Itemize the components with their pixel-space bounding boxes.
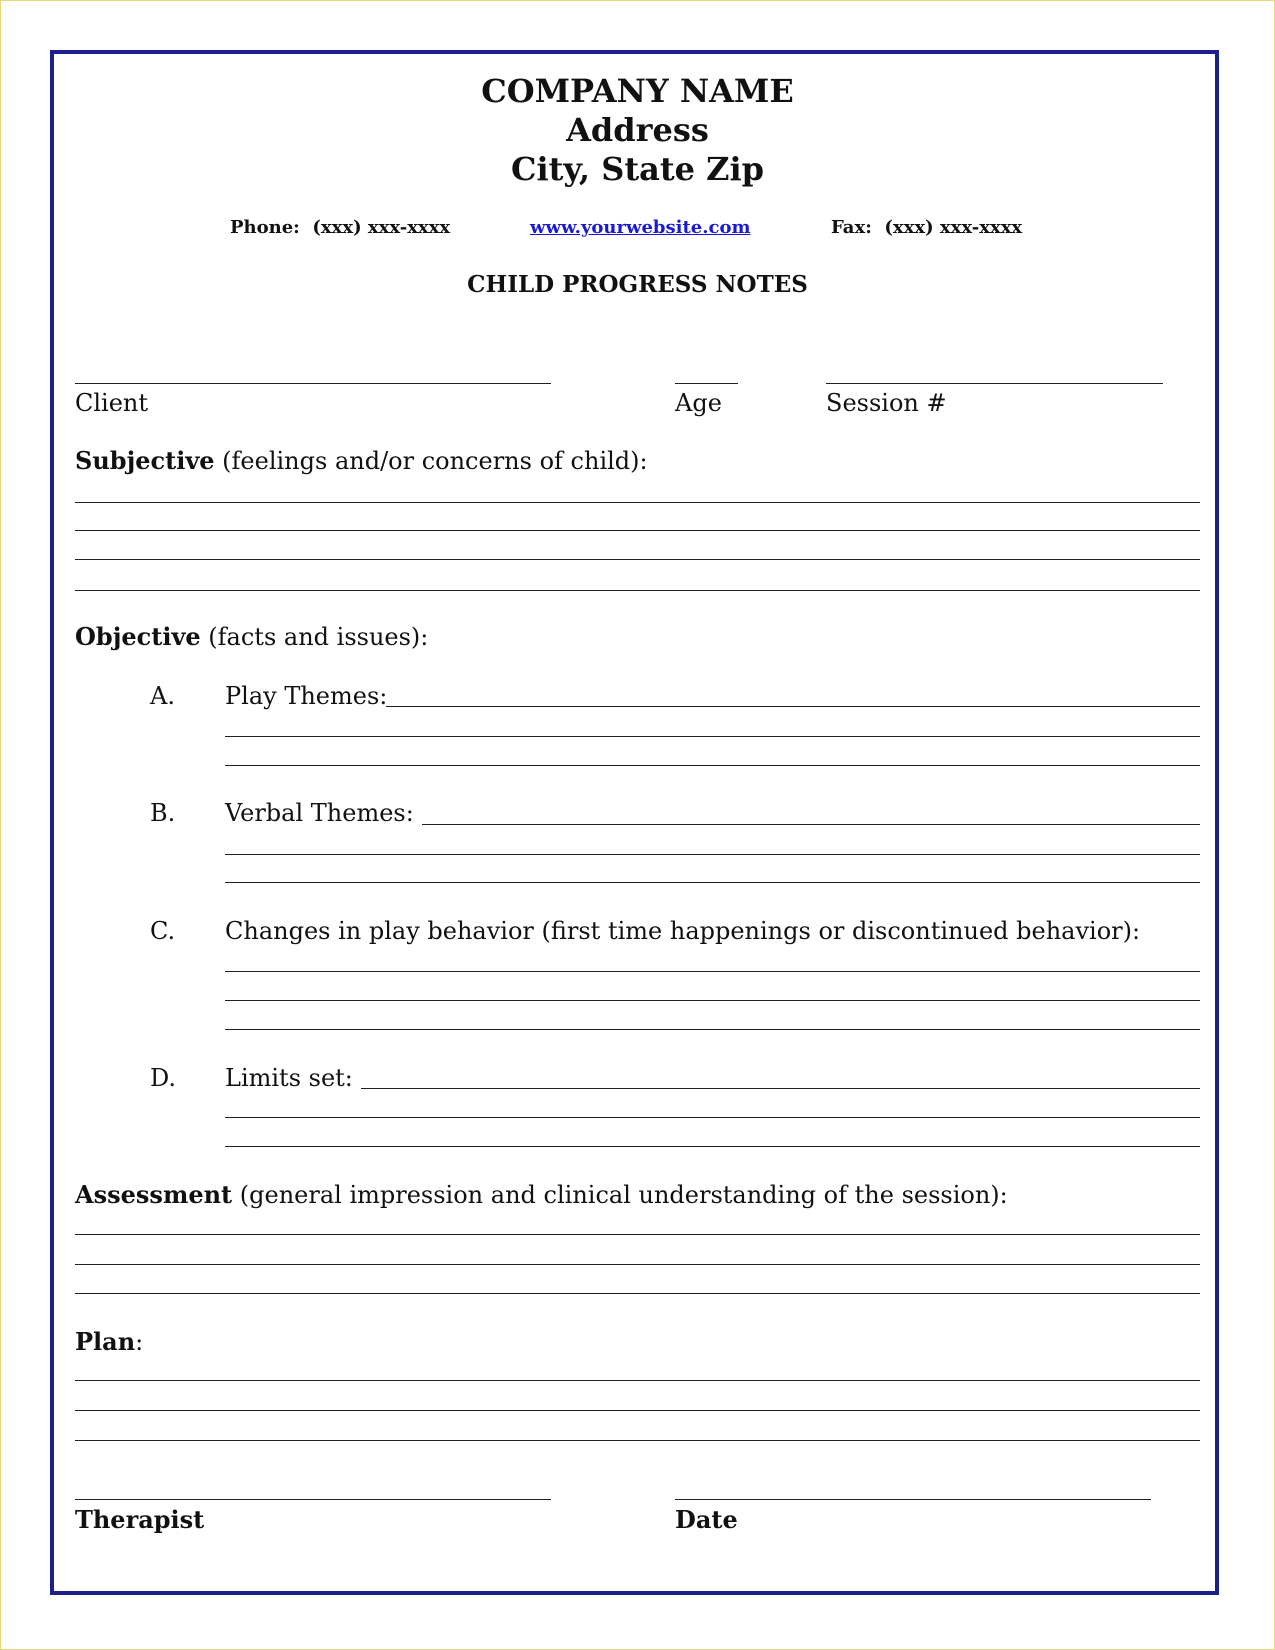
fax	[831, 217, 1022, 238]
limits-line-3[interactable]	[225, 1146, 1200, 1147]
plan-heading	[75, 1327, 143, 1356]
fax-label: Fax:	[831, 217, 872, 238]
changes-label: Changes in play behavior (first time happenings or discontinued behavior):	[225, 917, 1141, 945]
date-line[interactable]	[675, 1499, 1151, 1500]
limits-line-1[interactable]	[361, 1088, 1200, 1089]
plan-desc: :	[135, 1328, 144, 1356]
play-themes-line-1[interactable]	[386, 706, 1200, 707]
item-a-letter: A.	[150, 682, 175, 710]
changes-line-3[interactable]	[225, 1029, 1200, 1030]
plan-line-2[interactable]	[75, 1410, 1200, 1411]
plan-line-3[interactable]	[75, 1440, 1200, 1441]
age-line[interactable]	[675, 383, 738, 384]
changes-line-1[interactable]	[225, 971, 1200, 972]
item-d-letter: D.	[150, 1064, 177, 1092]
objective-heading	[75, 622, 428, 651]
client-line[interactable]	[75, 383, 551, 384]
fax-value: (xxx) xxx-xxxx	[884, 217, 1023, 238]
company-city-state-zip: City, State Zip	[510, 150, 764, 188]
phone-label: Phone:	[230, 217, 300, 238]
limits-label: Limits set:	[225, 1064, 353, 1092]
plan-label: Plan	[75, 1327, 136, 1356]
assessment-line-2[interactable]	[75, 1264, 1200, 1265]
play-themes-line-2[interactable]	[225, 736, 1200, 737]
website-link[interactable]: www.yourwebsite.com	[530, 217, 751, 238]
assessment-line-1[interactable]	[75, 1234, 1200, 1235]
subjective-label: Subjective	[75, 446, 215, 475]
assessment-label: Assessment	[75, 1180, 233, 1209]
phone-value: (xxx) xxx-xxxx	[312, 217, 451, 238]
verbal-themes-line-3[interactable]	[225, 882, 1200, 883]
assessment-desc: (general impression and clinical understanding of the session):	[232, 1181, 1008, 1209]
client-label: Client	[75, 389, 149, 417]
changes-line-2[interactable]	[225, 1000, 1200, 1001]
limits-line-2[interactable]	[225, 1117, 1200, 1118]
subjective-heading	[75, 446, 648, 475]
objective-desc: (facts and issues):	[200, 623, 429, 651]
therapist-line[interactable]	[75, 1499, 551, 1500]
age-label: Age	[675, 389, 722, 417]
assessment-line-3[interactable]	[75, 1293, 1200, 1294]
verbal-themes-line-2[interactable]	[225, 854, 1200, 855]
phone	[230, 217, 450, 238]
subjective-desc: (feelings and/or concerns of child):	[214, 447, 648, 475]
date-label: Date	[675, 1505, 738, 1534]
session-line[interactable]	[826, 383, 1163, 384]
play-themes-line-3[interactable]	[225, 765, 1200, 766]
plan-line-1[interactable]	[75, 1380, 1200, 1381]
item-c-letter: C.	[150, 917, 176, 945]
session-label: Session #	[826, 389, 947, 417]
objective-label: Objective	[75, 622, 201, 651]
verbal-themes-label: Verbal Themes:	[225, 799, 414, 827]
therapist-label: Therapist	[75, 1505, 205, 1534]
company-name: COMPANY NAME	[481, 72, 794, 110]
assessment-heading	[75, 1180, 1008, 1209]
company-address: Address	[566, 111, 709, 149]
subjective-line-4[interactable]	[75, 590, 1200, 591]
subjective-line-2[interactable]	[75, 530, 1200, 531]
form-title: CHILD PROGRESS NOTES	[467, 271, 808, 298]
subjective-line-3[interactable]	[75, 559, 1200, 560]
item-b-letter: B.	[150, 799, 176, 827]
play-themes-label: Play Themes:	[225, 682, 388, 710]
verbal-themes-line-1[interactable]	[422, 824, 1200, 825]
subjective-line-1[interactable]	[75, 502, 1200, 503]
